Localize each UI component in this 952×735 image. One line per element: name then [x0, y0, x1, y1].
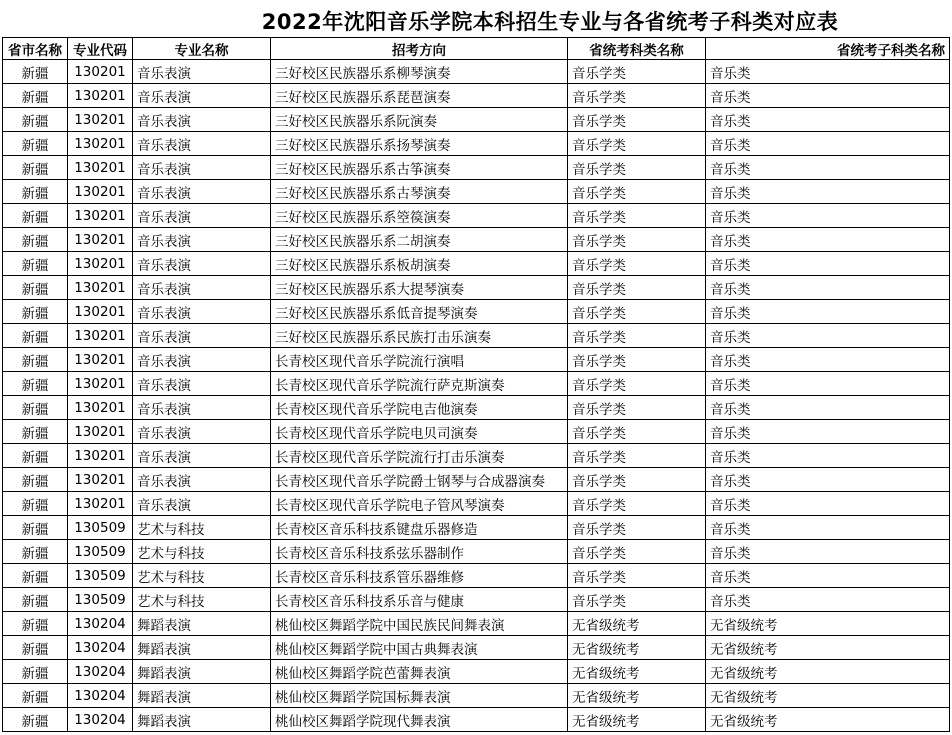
- cell-province: 新疆: [3, 108, 68, 132]
- header-major: 专业名称: [133, 38, 271, 60]
- cell-major: 舞蹈表演: [133, 660, 271, 684]
- cell-code: 130201: [68, 300, 133, 324]
- cell-major: 音乐表演: [133, 204, 271, 228]
- cell-direction: 桃仙校区舞蹈学院中国古典舞表演: [271, 636, 568, 660]
- cell-province: 新疆: [3, 636, 68, 660]
- cell-province: 新疆: [3, 660, 68, 684]
- cell-code: 130201: [68, 444, 133, 468]
- cell-code: 130204: [68, 612, 133, 636]
- cell-code: 130201: [68, 276, 133, 300]
- table-row: [3, 60, 950, 84]
- cell-direction: 长青校区现代音乐学院流行打击乐演奏: [271, 444, 568, 468]
- cell-major: 音乐表演: [133, 228, 271, 252]
- cell-province: 新疆: [3, 372, 68, 396]
- cell-major: 音乐表演: [133, 396, 271, 420]
- cell-direction: 长青校区音乐科技系键盘乐器修造: [271, 516, 568, 540]
- cell-province: 新疆: [3, 708, 68, 732]
- cell-major: 音乐表演: [133, 252, 271, 276]
- cell-direction: 桃仙校区舞蹈学院芭蕾舞表演: [271, 660, 568, 684]
- cell-subcategory: 音乐类: [706, 108, 950, 132]
- cell-code: 130204: [68, 684, 133, 708]
- cell-category: 音乐学类: [568, 132, 706, 156]
- cell-direction: 桃仙校区舞蹈学院国标舞表演: [271, 684, 568, 708]
- cell-subcategory: 音乐类: [706, 60, 950, 84]
- cell-code: 130204: [68, 660, 133, 684]
- cell-major: 艺术与科技: [133, 540, 271, 564]
- cell-category: 音乐学类: [568, 228, 706, 252]
- cell-category: 音乐学类: [568, 300, 706, 324]
- cell-province: 新疆: [3, 516, 68, 540]
- cell-province: 新疆: [3, 588, 68, 612]
- cell-province: 新疆: [3, 564, 68, 588]
- cell-direction: 长青校区音乐科技系管乐器维修: [271, 564, 568, 588]
- cell-direction: 长青校区现代音乐学院电子管风琴演奏: [271, 492, 568, 516]
- cell-major: 音乐表演: [133, 276, 271, 300]
- cell-category: 音乐学类: [568, 156, 706, 180]
- cell-category: 无省级统考: [568, 636, 706, 660]
- cell-major: 音乐表演: [133, 348, 271, 372]
- cell-subcategory: 音乐类: [706, 204, 950, 228]
- cell-subcategory: 无省级统考: [706, 612, 950, 636]
- cell-code: 130509: [68, 564, 133, 588]
- table-row: [3, 708, 950, 732]
- table-row: [3, 540, 950, 564]
- header-code: 专业代码: [68, 38, 133, 60]
- cell-major: 音乐表演: [133, 492, 271, 516]
- cell-category: 音乐学类: [568, 204, 706, 228]
- cell-subcategory: 音乐类: [706, 396, 950, 420]
- header-category: 省统考科类名称: [568, 38, 706, 60]
- cell-code: 130201: [68, 252, 133, 276]
- cell-code: 130201: [68, 84, 133, 108]
- cell-code: 130509: [68, 588, 133, 612]
- cell-major: 舞蹈表演: [133, 636, 271, 660]
- cell-code: 130204: [68, 636, 133, 660]
- cell-code: 130201: [68, 348, 133, 372]
- cell-major: 音乐表演: [133, 60, 271, 84]
- cell-major: 舞蹈表演: [133, 708, 271, 732]
- cell-major: 音乐表演: [133, 132, 271, 156]
- table-row: [3, 468, 950, 492]
- table-row: [3, 516, 950, 540]
- cell-province: 新疆: [3, 468, 68, 492]
- cell-province: 新疆: [3, 420, 68, 444]
- cell-category: 音乐学类: [568, 540, 706, 564]
- cell-code: 130509: [68, 540, 133, 564]
- cell-code: 130201: [68, 156, 133, 180]
- cell-code: 130509: [68, 516, 133, 540]
- table-row: [3, 156, 950, 180]
- cell-direction: 长青校区现代音乐学院流行萨克斯演奏: [271, 372, 568, 396]
- cell-major: 舞蹈表演: [133, 612, 271, 636]
- cell-province: 新疆: [3, 612, 68, 636]
- table-row: [3, 684, 950, 708]
- cell-subcategory: 音乐类: [706, 84, 950, 108]
- cell-code: 130201: [68, 468, 133, 492]
- cell-major: 音乐表演: [133, 444, 271, 468]
- cell-subcategory: 音乐类: [706, 132, 950, 156]
- cell-subcategory: 音乐类: [706, 492, 950, 516]
- cell-direction: 长青校区现代音乐学院电贝司演奏: [271, 420, 568, 444]
- cell-subcategory: 音乐类: [706, 444, 950, 468]
- cell-category: 音乐学类: [568, 252, 706, 276]
- cell-subcategory: 音乐类: [706, 420, 950, 444]
- table-row: [3, 636, 950, 660]
- table-row: [3, 588, 950, 612]
- cell-subcategory: 音乐类: [706, 228, 950, 252]
- cell-subcategory: 音乐类: [706, 156, 950, 180]
- table-row: [3, 108, 950, 132]
- table-row: [3, 252, 950, 276]
- cell-direction: 三好校区民族器乐系板胡演奏: [271, 252, 568, 276]
- cell-province: 新疆: [3, 324, 68, 348]
- cell-province: 新疆: [3, 276, 68, 300]
- cell-category: 音乐学类: [568, 180, 706, 204]
- cell-category: 音乐学类: [568, 444, 706, 468]
- cell-category: 音乐学类: [568, 372, 706, 396]
- cell-major: 音乐表演: [133, 468, 271, 492]
- cell-province: 新疆: [3, 156, 68, 180]
- table-row: [3, 228, 950, 252]
- cell-major: 音乐表演: [133, 300, 271, 324]
- cell-major: 音乐表演: [133, 420, 271, 444]
- cell-category: 音乐学类: [568, 420, 706, 444]
- cell-code: 130201: [68, 396, 133, 420]
- cell-subcategory: 无省级统考: [706, 636, 950, 660]
- cell-subcategory: 音乐类: [706, 372, 950, 396]
- table-row: [3, 420, 950, 444]
- cell-direction: 桃仙校区舞蹈学院现代舞表演: [271, 708, 568, 732]
- cell-subcategory: 音乐类: [706, 252, 950, 276]
- cell-category: 音乐学类: [568, 516, 706, 540]
- cell-direction: 长青校区现代音乐学院电吉他演奏: [271, 396, 568, 420]
- cell-province: 新疆: [3, 684, 68, 708]
- cell-province: 新疆: [3, 540, 68, 564]
- cell-province: 新疆: [3, 180, 68, 204]
- cell-major: 音乐表演: [133, 156, 271, 180]
- cell-subcategory: 音乐类: [706, 540, 950, 564]
- cell-direction: 三好校区民族器乐系低音提琴演奏: [271, 300, 568, 324]
- cell-code: 130201: [68, 420, 133, 444]
- cell-category: 无省级统考: [568, 684, 706, 708]
- cell-code: 130201: [68, 324, 133, 348]
- table-row: [3, 84, 950, 108]
- table-row: [3, 492, 950, 516]
- cell-category: 音乐学类: [568, 276, 706, 300]
- table-row: [3, 444, 950, 468]
- cell-major: 艺术与科技: [133, 564, 271, 588]
- table-row: [3, 300, 950, 324]
- cell-province: 新疆: [3, 84, 68, 108]
- cell-major: 音乐表演: [133, 108, 271, 132]
- table-row: [3, 204, 950, 228]
- cell-code: 130201: [68, 204, 133, 228]
- table-header-row: [3, 38, 950, 60]
- cell-subcategory: 音乐类: [706, 516, 950, 540]
- cell-subcategory: 无省级统考: [706, 684, 950, 708]
- cell-subcategory: 音乐类: [706, 468, 950, 492]
- table-row: [3, 564, 950, 588]
- cell-direction: 长青校区现代音乐学院爵士钢琴与合成器演奏: [271, 468, 568, 492]
- cell-category: 音乐学类: [568, 396, 706, 420]
- cell-category: 无省级统考: [568, 612, 706, 636]
- cell-direction: 三好校区民族器乐系阮演奏: [271, 108, 568, 132]
- cell-province: 新疆: [3, 492, 68, 516]
- cell-category: 无省级统考: [568, 708, 706, 732]
- cell-category: 无省级统考: [568, 660, 706, 684]
- table-body: [3, 60, 950, 732]
- cell-province: 新疆: [3, 348, 68, 372]
- cell-category: 音乐学类: [568, 108, 706, 132]
- cell-code: 130201: [68, 132, 133, 156]
- table-row: [3, 612, 950, 636]
- cell-direction: 长青校区现代音乐学院流行演唱: [271, 348, 568, 372]
- cell-category: 音乐学类: [568, 564, 706, 588]
- cell-direction: 长青校区音乐科技系乐音与健康: [271, 588, 568, 612]
- header-subcategory: 省统考子科类名称: [706, 38, 950, 60]
- cell-major: 音乐表演: [133, 84, 271, 108]
- cell-subcategory: 无省级统考: [706, 660, 950, 684]
- header-province: 省市名称: [3, 38, 68, 60]
- cell-province: 新疆: [3, 252, 68, 276]
- cell-direction: 三好校区民族器乐系民族打击乐演奏: [271, 324, 568, 348]
- table-row: [3, 324, 950, 348]
- cell-category: 音乐学类: [568, 348, 706, 372]
- table-row: [3, 276, 950, 300]
- cell-direction: 三好校区民族器乐系古筝演奏: [271, 156, 568, 180]
- cell-direction: 桃仙校区舞蹈学院中国民族民间舞表演: [271, 612, 568, 636]
- cell-subcategory: 音乐类: [706, 348, 950, 372]
- cell-category: 音乐学类: [568, 84, 706, 108]
- cell-direction: 长青校区音乐科技系弦乐器制作: [271, 540, 568, 564]
- table-row: [3, 372, 950, 396]
- cell-direction: 三好校区民族器乐系琵琶演奏: [271, 84, 568, 108]
- cell-province: 新疆: [3, 396, 68, 420]
- table-row: [3, 132, 950, 156]
- cell-major: 舞蹈表演: [133, 684, 271, 708]
- cell-category: 音乐学类: [568, 324, 706, 348]
- cell-subcategory: 音乐类: [706, 300, 950, 324]
- cell-direction: 三好校区民族器乐系古琴演奏: [271, 180, 568, 204]
- cell-category: 音乐学类: [568, 468, 706, 492]
- cell-major: 音乐表演: [133, 324, 271, 348]
- cell-province: 新疆: [3, 300, 68, 324]
- cell-code: 130201: [68, 108, 133, 132]
- cell-major: 艺术与科技: [133, 516, 271, 540]
- cell-code: 130201: [68, 372, 133, 396]
- cell-subcategory: 音乐类: [706, 564, 950, 588]
- cell-direction: 三好校区民族器乐系扬琴演奏: [271, 132, 568, 156]
- cell-code: 130204: [68, 708, 133, 732]
- cell-subcategory: 无省级统考: [706, 708, 950, 732]
- cell-subcategory: 音乐类: [706, 180, 950, 204]
- cell-major: 音乐表演: [133, 372, 271, 396]
- cell-code: 130201: [68, 492, 133, 516]
- cell-province: 新疆: [3, 204, 68, 228]
- cell-province: 新疆: [3, 60, 68, 84]
- cell-subcategory: 音乐类: [706, 276, 950, 300]
- category-mapping-table: [2, 37, 950, 732]
- cell-major: 艺术与科技: [133, 588, 271, 612]
- cell-province: 新疆: [3, 132, 68, 156]
- cell-major: 音乐表演: [133, 180, 271, 204]
- table-row: [3, 660, 950, 684]
- cell-direction: 三好校区民族器乐系箜篌演奏: [271, 204, 568, 228]
- cell-direction: 三好校区民族器乐系大提琴演奏: [271, 276, 568, 300]
- table-row: [3, 396, 950, 420]
- cell-category: 音乐学类: [568, 588, 706, 612]
- cell-code: 130201: [68, 180, 133, 204]
- table-row: [3, 348, 950, 372]
- header-direction: 招考方向: [271, 38, 568, 60]
- cell-direction: 三好校区民族器乐系二胡演奏: [271, 228, 568, 252]
- cell-subcategory: 音乐类: [706, 588, 950, 612]
- cell-subcategory: 音乐类: [706, 324, 950, 348]
- cell-code: 130201: [68, 228, 133, 252]
- page-title: 2022年沈阳音乐学院本科招生专业与各省统考子科类对应表: [261, 10, 839, 34]
- table-row: [3, 180, 950, 204]
- cell-province: 新疆: [3, 228, 68, 252]
- cell-category: 音乐学类: [568, 492, 706, 516]
- cell-direction: 三好校区民族器乐系柳琴演奏: [271, 60, 568, 84]
- cell-code: 130201: [68, 60, 133, 84]
- cell-province: 新疆: [3, 444, 68, 468]
- cell-category: 音乐学类: [568, 60, 706, 84]
